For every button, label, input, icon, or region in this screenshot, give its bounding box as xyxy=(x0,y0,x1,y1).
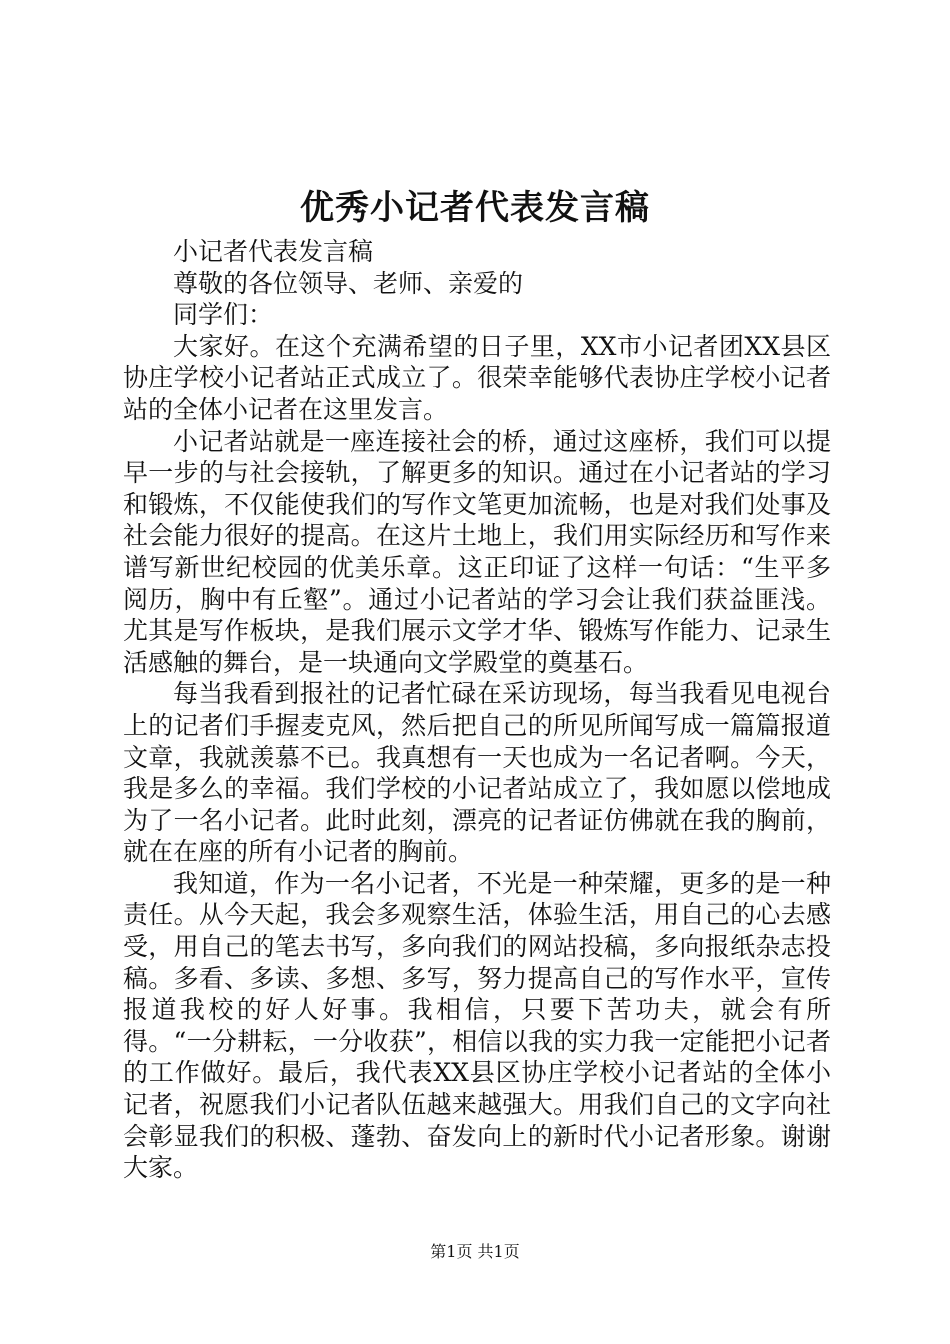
paragraph-subtitle: 小记者代表发言稿 xyxy=(173,237,374,266)
paragraph-aspiration: 每当我看到报社的记者忙碌在采访现场，每当我看见电视台上的记者们手握麦克风，然后把自己的所见所闻写成一篇篇报道文章，我就羡慕不已。我真想有一天也成为一名记者啊。今天，我是多么的幸福。我们学校的小记者站成立了，我如愿以偿地成为了一名小记者。此时此刻，漂亮的记者证仿佛就在我的胸前，就在在座的所有小记者的胸前。 xyxy=(123,679,831,867)
paragraph-salutation-cont: 同学们： xyxy=(173,300,274,330)
document-title: 优秀小记者代表发言稿 xyxy=(300,188,650,228)
document-body xyxy=(123,236,831,1184)
page-footer: 第1页 共1页 xyxy=(430,1242,520,1261)
paragraph-greeting: 大家好。在这个充满希望的日子里，XX市小记者团XX县区协庄学校小记者站正式成立了。很荣幸能够代表协庄学校小记者站的全体小记者在这里发言。 xyxy=(123,331,831,424)
paragraph-responsibility: 我知道，作为一名小记者，不光是一种荣耀，更多的是一种责任。从今天起，我会多观察生活，体验生活，用自己的心去感受，用自己的笔去书写，多向我们的网站投稿，多向报纸杂志投稿。多看、多读、多想、多写，努力提高自己的写作水平，宣传报道我校的好人好事。我相信，只要下苦功夫，就会有所得。“一分耕耘，一分收获”，相信以我的实力我一定能把小记者的工作做好。最后，我代表XX县区协庄学校小记者站的全体小记者，祝愿我们小记者队伍越来越强大。用我们自己的文字向社会彰显我们的积极、蓬勃、奋发向上的新时代小记者形象。谢谢大家。 xyxy=(123,868,831,1183)
paragraph-bridge: 小记者站就是一座连接社会的桥，通过这座桥，我们可以提早一步的与社会接轨，了解更多的知识。通过在小记者站的学习和锻炼，不仅能使我们的写作文笔更加流畅，也是对我们处事及社会能力很好的提高。在这片土地上，我们用实际经历和写作来谱写新世纪校园的优美乐章。这正印证了这样一句话：“生平多阅历，胸中有丘壑”。通过小记者站的学习会让我们获益匪浅。尤其是写作板块，是我们展示文学才华、锻炼写作能力、记录生活感触的舞台，是一块通向文学殿堂的奠基石。 xyxy=(123,426,831,677)
paragraph-salutation: 尊敬的各位领导、老师、亲爱的 xyxy=(173,268,524,298)
